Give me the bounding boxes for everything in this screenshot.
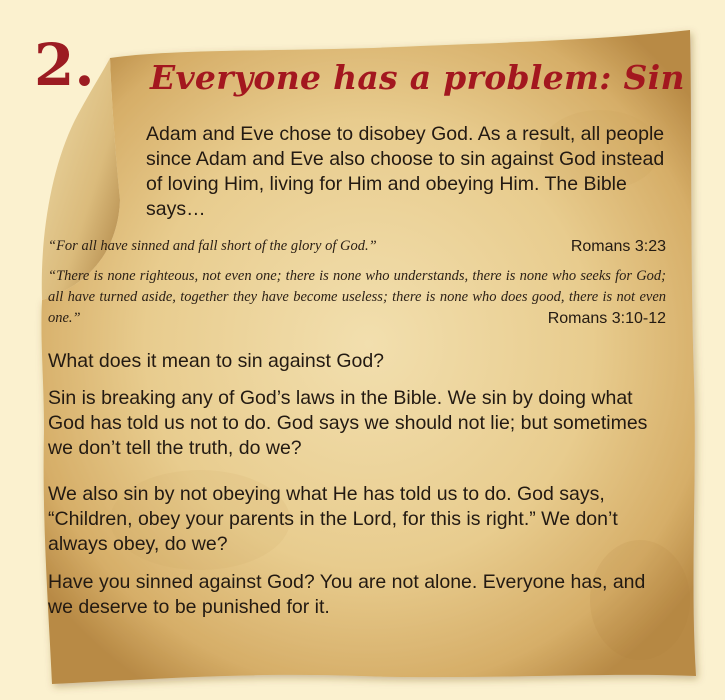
quote-reference: Romans 3:10-12 [547, 310, 666, 327]
intro-paragraph: Adam and Eve chose to disobey God. As a result, all people since Adam and Eve also choose to sin against God instead of loving Him, living for Him and obeying Him. The Bible says… [146, 123, 665, 220]
quote-text: “For all have sinned and fall short of the glory of God.” [48, 238, 377, 254]
paragraph: We also sin by not obeying what He has told us to do. God says, “Children, obey your parents in the Lord, for this is right.” We don’t always obey, do we? [48, 483, 618, 555]
question-heading: What does it mean to sin against God? [48, 350, 385, 372]
paragraph: Have you sinned against God? You are not alone. Everyone has, and we deserve to be punished for it. [48, 571, 646, 618]
page-title: Everyone has a problem: Sin [150, 58, 685, 97]
quote-text: “There is none righteous, not even one; there is none who understands, there is none who seeks for God; all have turned aside, together they have become useless; there is none who does good, there is not even one.” [48, 268, 666, 326]
step-number: 2. [34, 31, 95, 99]
scripture-quote-2 [48, 266, 666, 329]
quote-reference: Romans 3:23 [570, 238, 666, 255]
paragraph: Sin is breaking any of God’s laws in the Bible. We sin by doing what God has told us not to do. God says we should not lie; but sometimes we don’t tell the truth, do we? [48, 387, 648, 459]
scripture-quote-1 [48, 236, 666, 257]
